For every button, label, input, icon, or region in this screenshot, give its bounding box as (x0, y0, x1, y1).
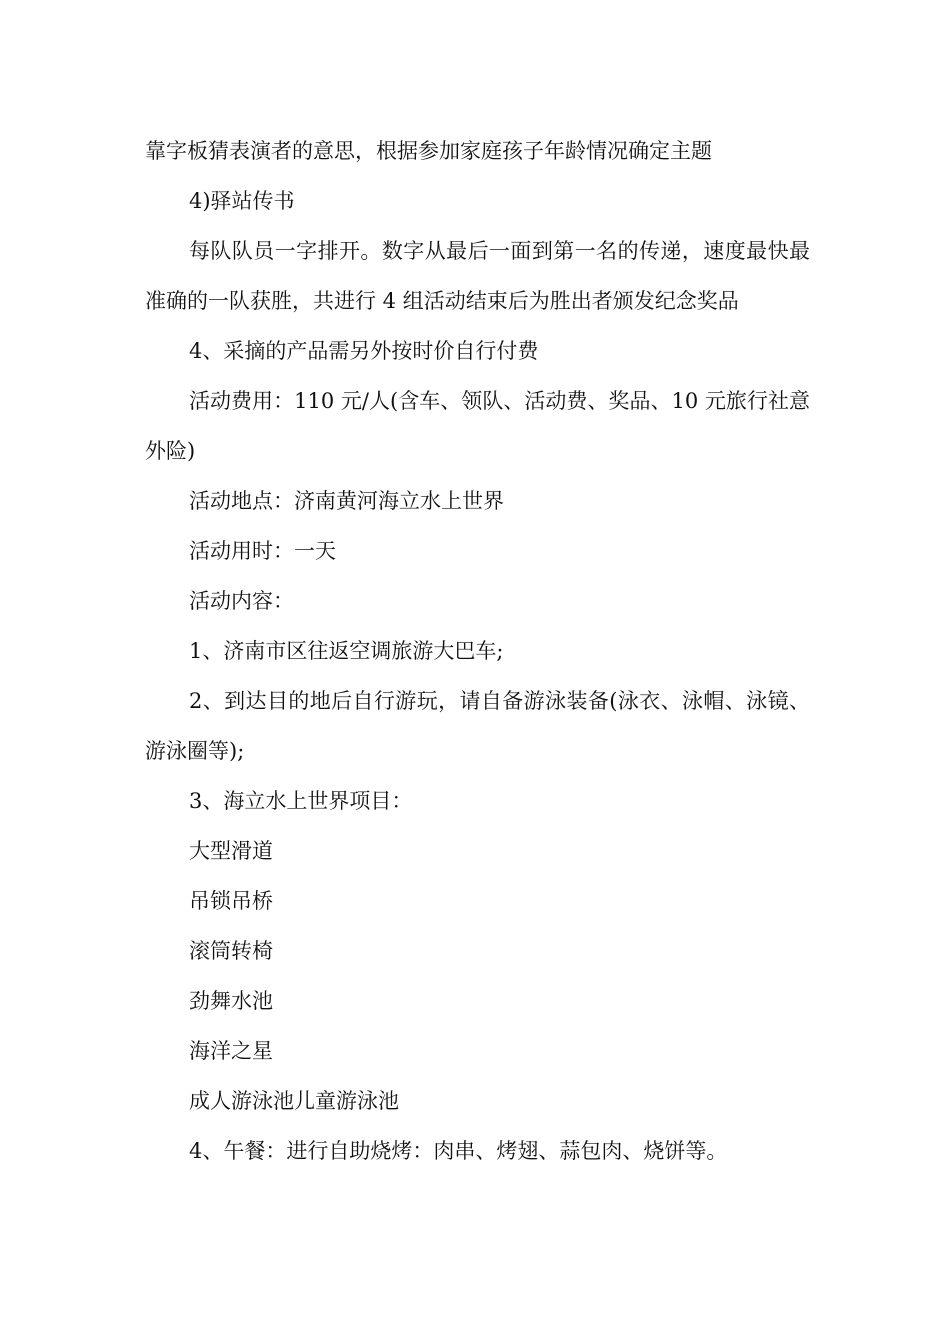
paragraph-activity-duration: 活动用时：一天 (189, 539, 336, 563)
paragraph-activity-location: 活动地点：济南黄河海立水上世界 (189, 489, 504, 513)
paragraph-relay-rules: 每队队员一字排开。数字从最后一面到第一名的传递，速度最快最准确的一队获胜，共进行 4 组活动结束后为胜出者颁发纪念奖品 (145, 239, 810, 313)
paragraph-item-lunch: 4、午餐：进行自助烧烤：肉串、烤翅、蒜包肉、烧饼等。 (189, 1139, 728, 1163)
list-item-project: 大型滑道 (189, 839, 273, 863)
list-item-project: 劲舞水池 (189, 989, 273, 1013)
paragraph-item-waterpark-projects: 3、海立水上世界项目： (189, 789, 413, 813)
paragraph-theme-note: 靠字板猜表演者的意思，根据参加家庭孩子年龄情况确定主题 (145, 139, 712, 163)
list-item-project: 海洋之星 (189, 1039, 273, 1063)
document-body (145, 126, 810, 1176)
paragraph-activity-content-heading: 活动内容： (189, 589, 294, 613)
paragraph-item-bus: 1、济南市区往返空调旅游大巴车; (189, 639, 504, 663)
list-item-project: 滚筒转椅 (189, 939, 273, 963)
paragraph-item-free-play: 2、到达目的地后自行游玩，请自备游泳装备(泳衣、泳帽、泳镜、游泳圈等); (145, 689, 810, 763)
paragraph-activity-cost: 活动费用：110 元/人(含车、领队、活动费、奖品、10 元旅行社意外险) (145, 389, 810, 463)
paragraph-heading-relay: 4)驿站传书 (189, 189, 295, 213)
list-item-project: 吊锁吊桥 (189, 889, 273, 913)
paragraph-picking-fee: 4、采摘的产品需另外按时价自行付费 (189, 339, 539, 363)
list-item-project: 成人游泳池儿童游泳池 (189, 1089, 399, 1113)
